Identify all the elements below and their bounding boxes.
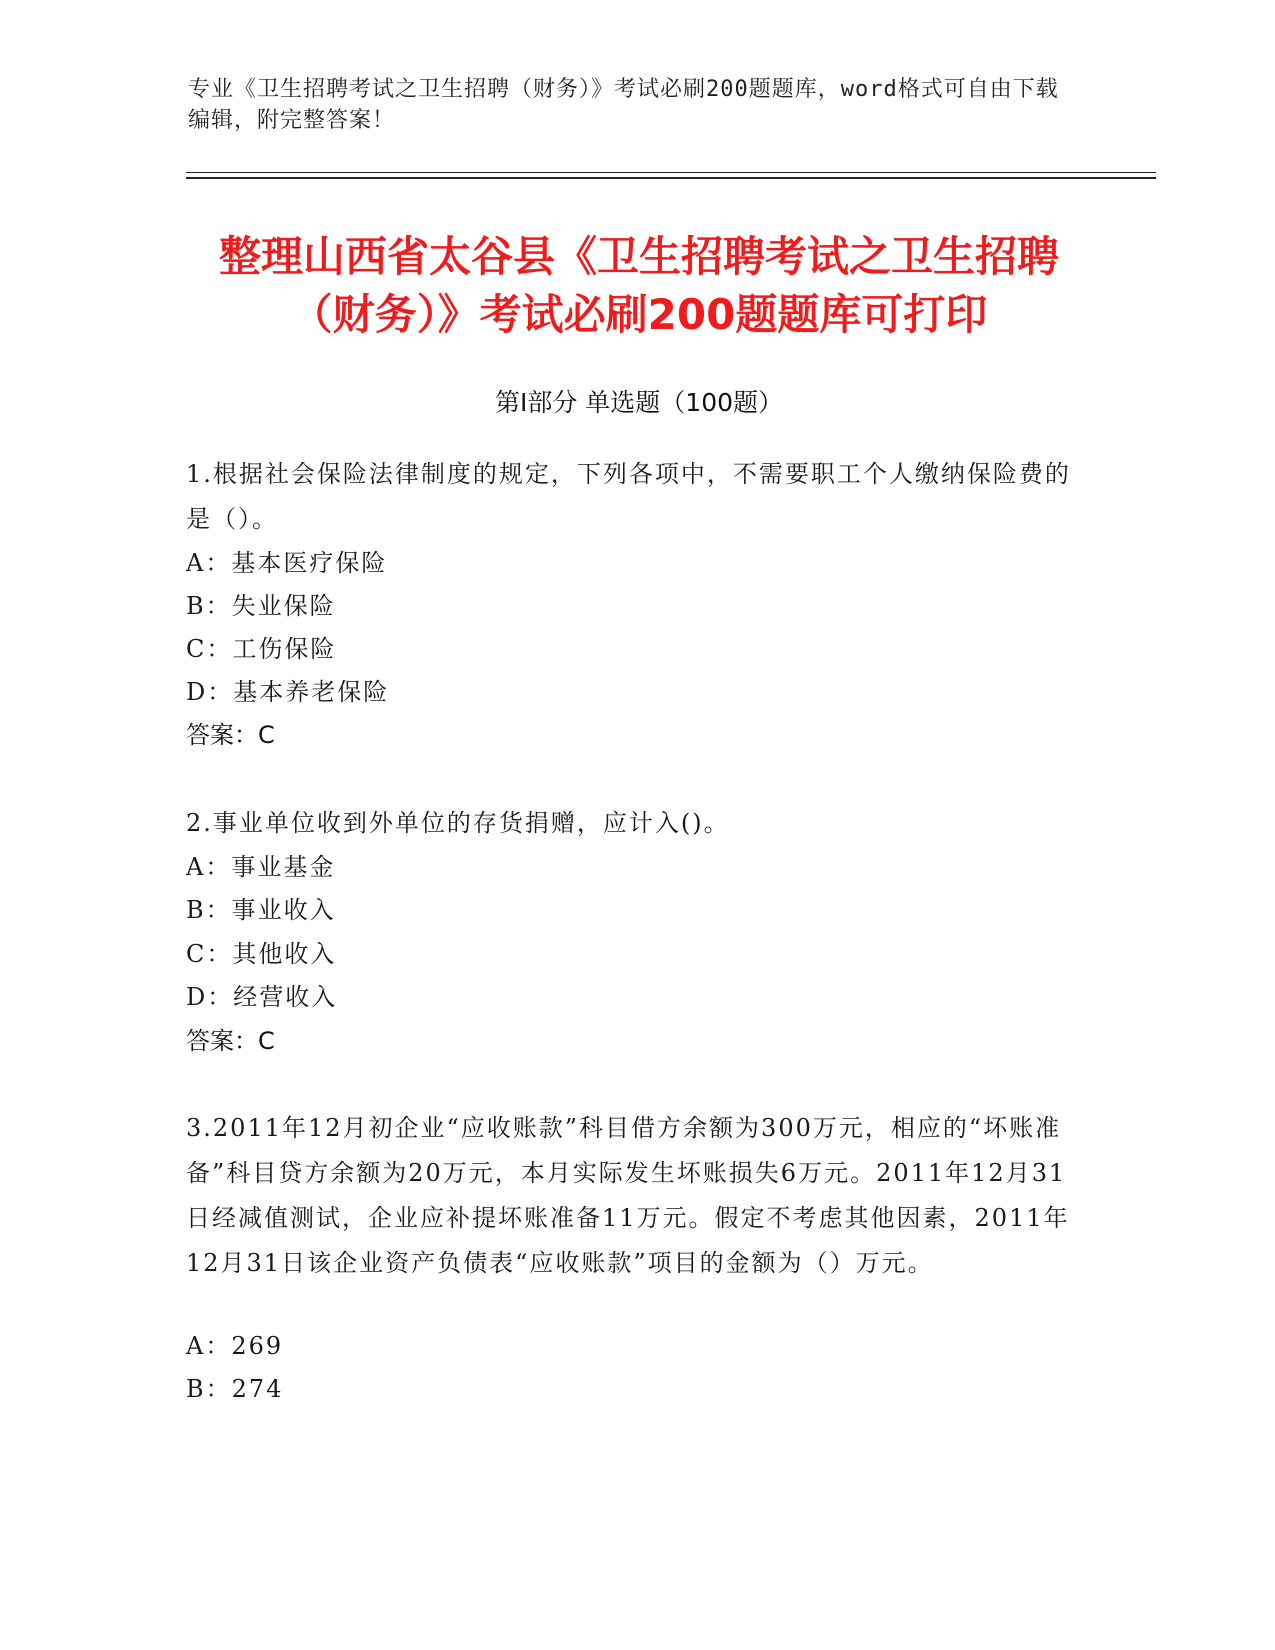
question-2-option-a: A：事业基金: [186, 853, 336, 881]
question-3-text: 3.2011年12月初企业“应收账款”科目借方余额为300万元，相应的“坏账准备”科目贷方余额为20万元，本月实际发生坏账损失6万元。2011年12月31日经减值测试，企业应补提坏账准备11万元。假定不考虑其他因素，2011年12月31日该企业资产负债表“应收账款”项目的金额为（）万元。: [186, 1114, 1070, 1277]
question-1-option-b: B：失业保险: [186, 592, 336, 620]
question-1-text: 1.根据社会保险法律制度的规定，下列各项中，不需要职工个人缴纳保险费的是（）。: [186, 460, 1071, 533]
header-rule-thin: [186, 172, 1156, 173]
question-2-option-b: B：事业收入: [186, 896, 336, 924]
question-2-option-d: D：经营收入: [186, 983, 338, 1011]
section-heading: 第Ⅰ部分 单选题（100题）: [494, 388, 784, 417]
question-2-text: 2.事业单位收到外单位的存货捐赠，应计入()。: [186, 809, 730, 837]
question-1-option-a: A：基本医疗保险: [186, 549, 388, 577]
question-1-option-d: D：基本养老保险: [186, 678, 390, 706]
header-rule-thick: [186, 177, 1156, 179]
question-2-option-c: C：其他收入: [186, 940, 337, 968]
question-2-answer: 答案：C: [186, 1027, 275, 1055]
question-3-option-b: B：274: [186, 1375, 284, 1403]
document-title: 整理山西省太谷县《卫生招聘考试之卫生招聘（财务）》考试必刷200题题库可打印: [218, 232, 1059, 339]
question-1-answer: 答案：C: [186, 721, 275, 749]
question-1-option-c: C：工伤保险: [186, 635, 337, 663]
header-note: 专业《卫生招聘考试之卫生招聘（财务）》考试必刷200题题库，word格式可自由下载编辑，附完整答案！: [188, 77, 1059, 133]
question-3-option-a: A：269: [186, 1332, 284, 1360]
